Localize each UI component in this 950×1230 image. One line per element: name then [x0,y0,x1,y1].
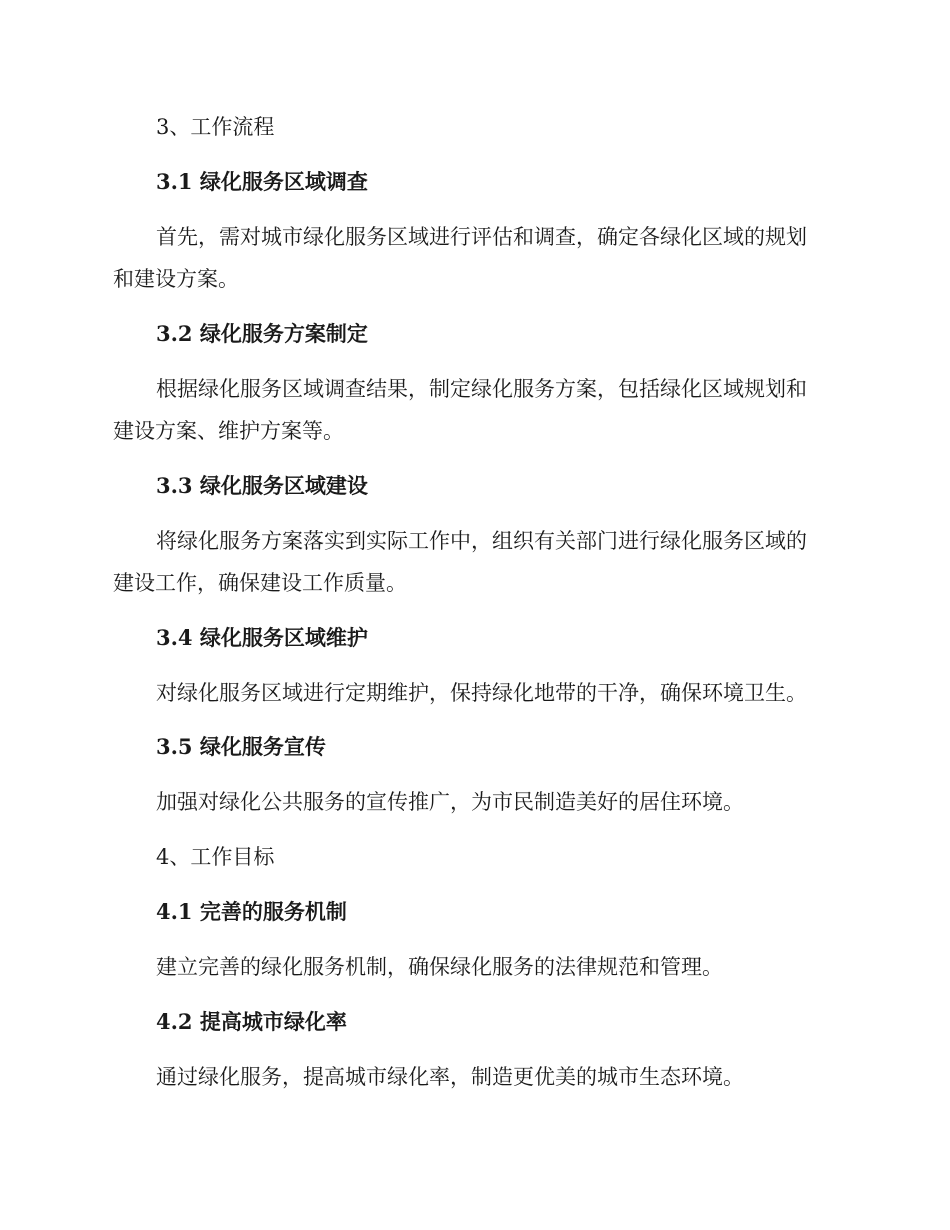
paragraph-3-4-line-1: 对绿化服务区域进行定期维护，保持绿化地带的干净，确保环境卫生。 [156,681,807,705]
subsection-4-2-heading: 4.2 提高城市绿化率 [156,1009,347,1034]
paragraph-3-1-line-1: 首先，需对城市绿化服务区域进行评估和调查，确定各绿化区域的规划 [156,225,807,249]
subsection-3-5-heading: 3.5 绿化服务宣传 [156,734,326,759]
subsection-3-3-heading: 3.3 绿化服务区域建设 [156,473,368,498]
paragraph-3-5-line-1: 加强对绿化公共服务的宣传推广，为市民制造美好的居住环境。 [156,790,744,814]
paragraph-4-1-line-1: 建立完善的绿化服务机制，确保绿化服务的法律规范和管理。 [156,955,723,979]
paragraph-3-3-line-1: 将绿化服务方案落实到实际工作中，组织有关部门进行绿化服务区域的 [156,529,807,553]
subsection-3-1-heading: 3.1 绿化服务区域调查 [156,169,368,194]
paragraph-3-3-line-2: 建设工作，确保建设工作质量。 [113,571,407,595]
subsection-3-2-heading: 3.2 绿化服务方案制定 [156,321,368,346]
subsection-4-1-heading: 4.1 完善的服务机制 [156,899,347,924]
section-3-heading: 3、工作流程 [156,115,275,139]
section-4-heading: 4、工作目标 [156,845,275,869]
paragraph-3-2-line-1: 根据绿化服务区域调查结果，制定绿化服务方案，包括绿化区域规划和 [156,377,807,401]
subsection-3-4-heading: 3.4 绿化服务区域维护 [156,625,368,650]
paragraph-3-1-line-2: 和建设方案。 [113,267,239,291]
paragraph-4-2-line-1: 通过绿化服务，提高城市绿化率，制造更优美的城市生态环境。 [156,1065,744,1089]
paragraph-3-2-line-2: 建设方案、维护方案等。 [113,419,344,443]
